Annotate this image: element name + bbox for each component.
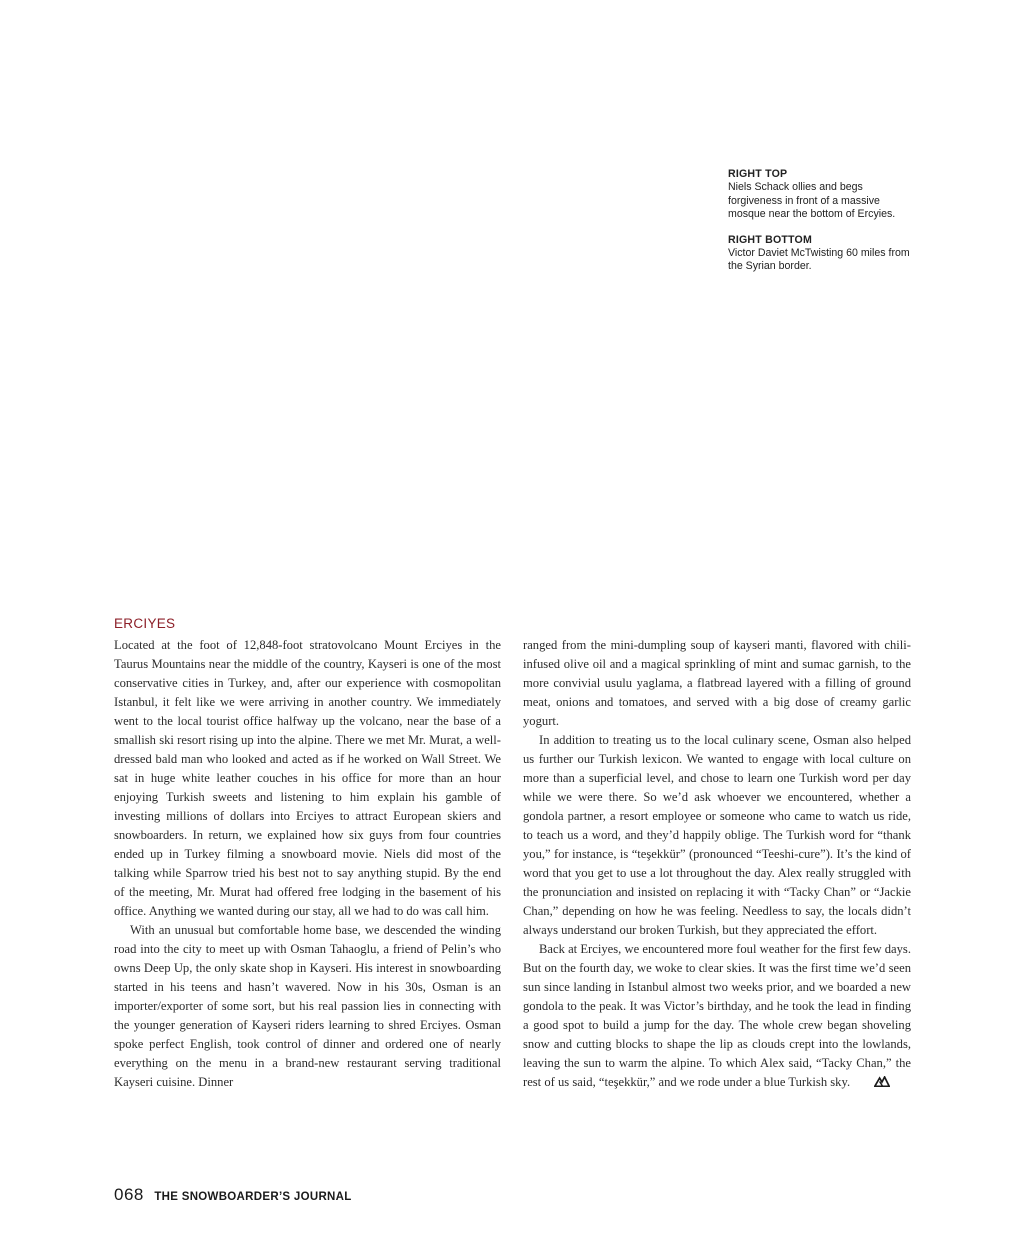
paragraph-text: Back at Erciyes, we encountered more foul weather for the first few days. But on the fourth day, we woke to clear skies. It was the first time we’d seen sun since landing in Istanbul almost two weeks prior, and we boarded a new gondola to the peak. It was Victor’s birthday, and he took the lead in finding a good spot to build a jump for the day. The whole crew began shoveling snow and cutting blocks to shape the lip as clouds crept into the lowlands, leaving the sun to warm the alpine. To which Alex said, “Tacky Chan,” the rest of us said, “teşekkür,” and we rode under a blue Turkish sky. (523, 942, 911, 1089)
page-footer (114, 1185, 352, 1205)
caption-text: Niels Schack ollies and begs forgiveness in front of a massive mosque near the bottom of Ercyies. (728, 181, 896, 221)
paragraph: ranged from the mini-dumpling soup of kayseri manti, flavored with chili-infused olive oil and a magical sprinkling of mint and sumac garnish, to the more convivial usulu yaglama, a flatbread layered with a filling of ground meat, onions and tomatoes, and served with a big dose of creamy garlic yogurt. (523, 638, 911, 728)
publication-name: THE SNOWBOARDER’S JOURNAL (154, 1191, 352, 1203)
paragraph: With an unusual but comfortable home base, we descended the winding road into the city to meet up with Osman Tahaoglu, a friend of Pelin’s who owns Deep Up, the only skate shop in Kayseri. His interest in snowboarding started in his teens and hasn’t wavered. Now in his 30s, Osman is an importer/exporter of some sort, but his real passion lies in connecting with the younger generation of Kayseri riders learning to shred Erciyes. Osman spoke perfect English, took control of dinner and ordered one of nearly everything on the menu in a brand-new restaurant serving traditional Kayseri cuisine. Dinner (114, 923, 501, 1089)
photo-captions (728, 168, 918, 286)
paragraph (523, 940, 911, 1093)
caption-right-top (728, 168, 918, 222)
caption-right-bottom (728, 234, 918, 274)
article-column-left (114, 636, 501, 1092)
caption-text: Victor Daviet McTwisting 60 miles from the Syrian border. (728, 247, 910, 273)
section-title: ERCIYES (114, 616, 176, 631)
article-column-right (523, 636, 911, 1093)
paragraph: In addition to treating us to the local culinary scene, Osman also helped us further our Turkish lexicon. We wanted to engage with local culture on more than a superficial level, and chose to learn one Turkish word per day while we were there. So we’d ask whoever we encountered, whether a gondola partner, a resort employee or someone who came to watch us ride, to teach us a word, and they’d happily oblige. The Turkish word for “thank you,” for instance, is “teşekkür” (pronounced “Teeshi-cure”). It’s the kind of word that you get to use a lot throughout the day. Alex really struggled with the pronunciation and insisted on replacing it with “Tacky Chan” or “Jackie Chan,” depending on how he was feeling. Needless to say, the locals didn’t always understand our broken Turkish, but they appreciated the effort. (523, 733, 911, 937)
mountain-logo-icon (858, 1074, 890, 1093)
caption-heading: RIGHT BOTTOM (728, 233, 813, 246)
page-number: 068 (114, 1185, 144, 1204)
caption-heading: RIGHT TOP (728, 168, 788, 180)
paragraph: Located at the foot of 12,848-foot stratovolcano Mount Erciyes in the Taurus Mountains near the middle of the country, Kayseri is one of the most conservative cities in Turkey, and, after our experience with cosmopolitan Istanbul, it felt like we were arriving in another country. We immediately went to the local tourist office halfway up the volcano, near the base of a smallish ski resort rising up into the alpine. There we met Mr. Murat, a well-dressed bald man who looked and acted as if he worked on Wall Street. We sat in huge white leather couches in his office for more than an hour enjoying Turkish sweets and listening to him explain his gamble of investing millions of dollars into Erciyes to attract European skiers and snowboarders. In return, we explained how six guys from four countries ended up in Turkey filming a snowboard movie. Niels did most of the talking while Sparrow tried his best not to say anything stupid. By the end of the meeting, Mr. Murat had offered free lodging in the basement of his office. Anything we wanted during our stay, all we had to do was call him. (114, 638, 501, 918)
